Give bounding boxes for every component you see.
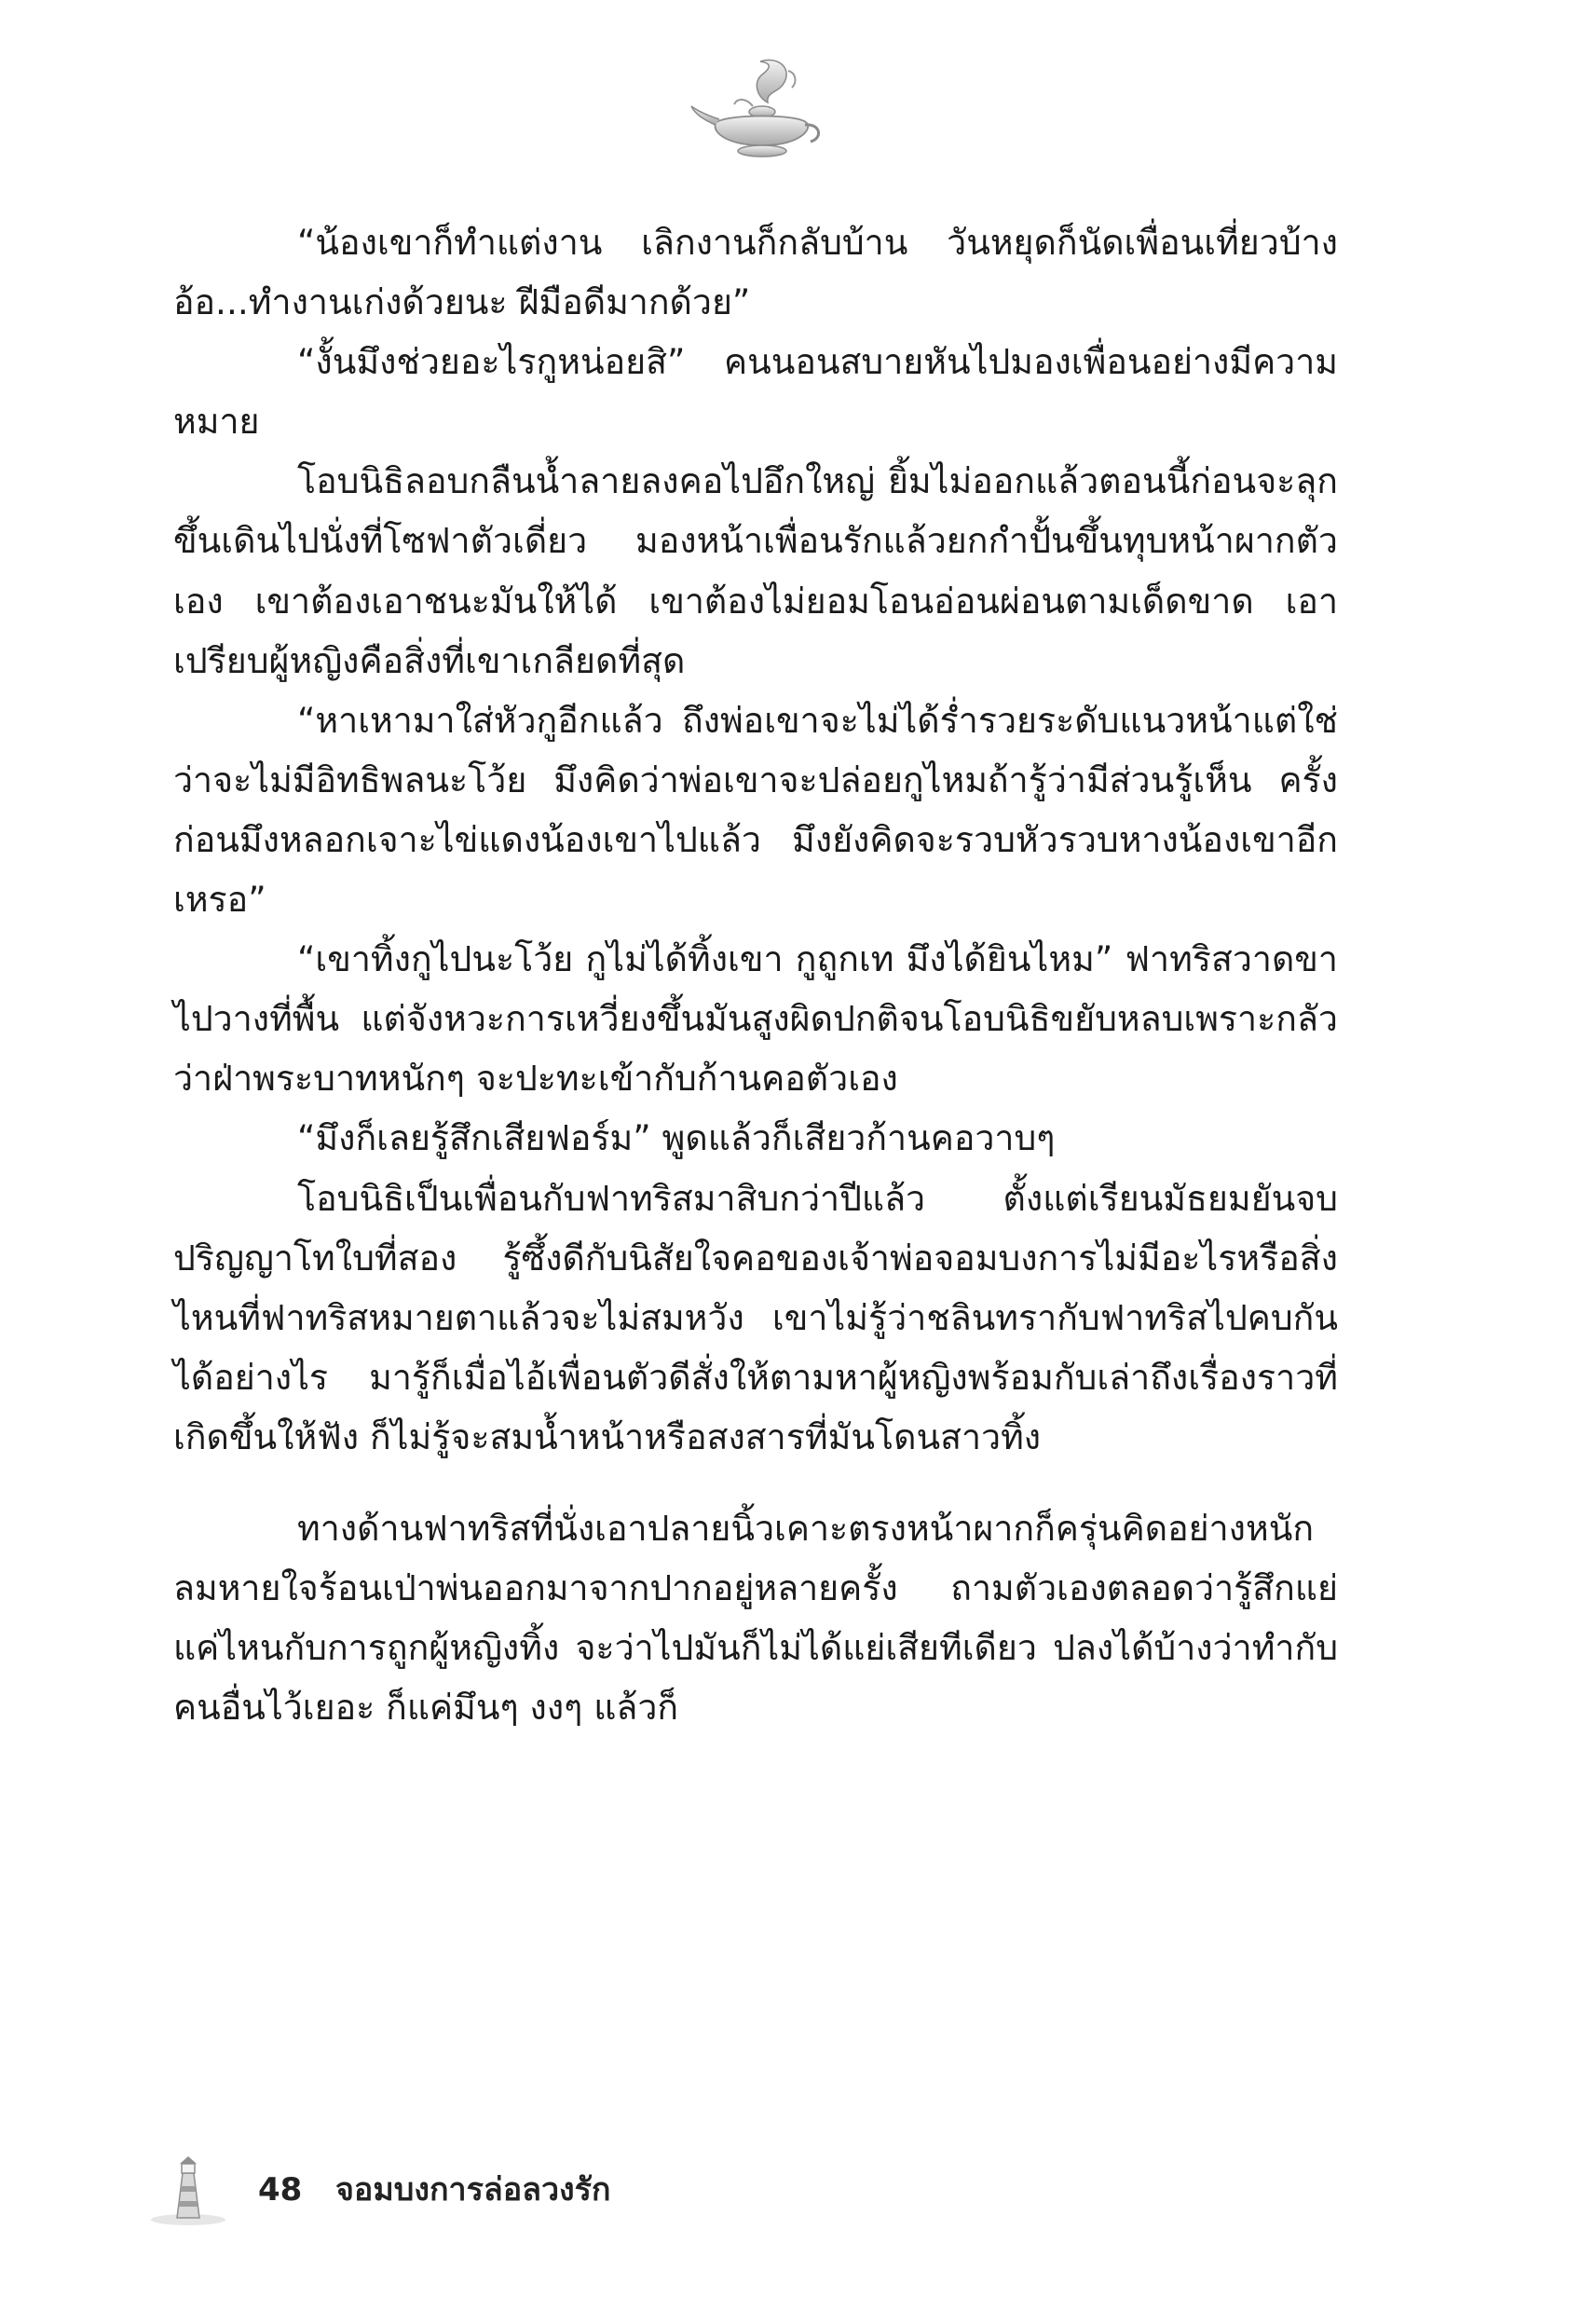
paragraph: “งั้นมึงช่วยอะไรกูหน่อยสิ” คนนอนสบายหันไปมองเพื่อนอย่างมีความหมาย [173, 341, 1338, 443]
page-number: 48 [258, 2171, 303, 2208]
body-text [173, 212, 1338, 1737]
paragraph: “น้องเขาก็ทำแต่งาน เลิกงานก็กลับบ้าน วันหยุดก็นัดเพื่อนเที่ยวบ้าง อ้อ...ทำงานเก่งด้วยนะ ฝีมือดีมากด้วย” [173, 222, 1338, 323]
paragraph: ทางด้านฟาทริสที่นั่งเอาปลายนิ้วเคาะตรงหน้าผากก็ครุ่นคิดอย่างหนัก ลมหายใจร้อนเป่าพ่นออกมาจากปากอยู่หลายครั้ง ถามตัวเองตลอดว่ารู้สึกแย่แค่ไหนกับการถูกผู้หญิงทิ้ง จะว่าไปมันก็ไม่ได้แย่เสียทีเดียว ปลงได้บ้างว่าทำกับคนอื่นไว้เยอะ ก็แค่มึนๆ งงๆ แล้วก็ [173, 1507, 1338, 1729]
paragraph: “หาเหามาใส่หัวกูอีกแล้ว ถึงพ่อเขาจะไม่ได้ร่ำรวยระดับแนวหน้าแต่ใช่ว่าจะไม่มีอิทธิพลนะโว้ย มึงคิดว่าพ่อเขาจะปล่อยกูไหมถ้ารู้ว่ามีส่วนรู้เห็น ครั้งก่อนมึงหลอกเจาะไข่แดงน้องเขาไปแล้ว มึงยังคิดจะรวบหัวรวบหางน้องเขาอีกเหรอ” [173, 699, 1338, 921]
paragraph: โอบนิธิลอบกลืนน้ำลายลงคอไปอึกใหญ่ ยิ้มไม่ออกแล้วตอนนี้ก่อนจะลุกขึ้นเดินไปนั่งที่โซฟาตัวเดี่ยว มองหน้าเพื่อนรักแล้วยกกำปั้นขึ้นทุบหน้าผากตัวเอง เขาต้องเอาชนะมันให้ได้ เขาต้องไม่ยอมโอนอ่อนผ่อนตามเด็ดขาด เอาเปรียบผู้หญิงคือสิ่งที่เขาเกลียดที่สุด [173, 460, 1338, 681]
magic-lamp-icon [688, 54, 827, 166]
book-title: จอมบงการล่อลวงรัก [335, 2171, 611, 2208]
page-footer [149, 2153, 801, 2227]
paragraph: โอบนิธิเป็นเพื่อนกับฟาทริสมาสิบกว่าปีแล้ว ตั้งแต่เรียนมัธยมยันจบปริญญาโทใบที่สอง รู้ซึ้งดีกับนิสัยใจคอของเจ้าพ่อจอมบงการไม่มีอะไรหรือสิ่งไหนที่ฟาทริสหมายตาแล้วจะไม่สมหวัง เขาไม่รู้ว่าชลินทรากับฟาทริสไปคบกันได้อย่างไร มารู้ก็เมื่อไอ้เพื่อนตัวดีสั่งให้ตามหาผู้หญิงพร้อมกับเล่าถึงเรื่องราวที่เกิดขึ้นให้ฟัง ก็ไม่รู้จะสมน้ำหน้าหรือสงสารที่มันโดนสาวทิ้ง [173, 1177, 1338, 1457]
paragraph: “เขาทิ้งกูไปนะโว้ย กูไม่ได้ทิ้งเขา กูถูกเท มึงได้ยินไหม” ฟาทริสวาดขาไปวางที่พื้น แต่จังหวะการเหวี่ยงขึ้นมันสูงผิดปกติจนโอบนิธิขยับหลบเพราะกลัวว่าฝ่าพระบาทหนักๆ จะปะทะเข้ากับก้านคอตัวเอง [173, 938, 1338, 1100]
lighthouse-icon [149, 2153, 233, 2227]
paragraph: “มึงก็เลยรู้สึกเสียฟอร์ม” พูดแล้วก็เสียวก้านคอวาบๆ [297, 1117, 1056, 1159]
